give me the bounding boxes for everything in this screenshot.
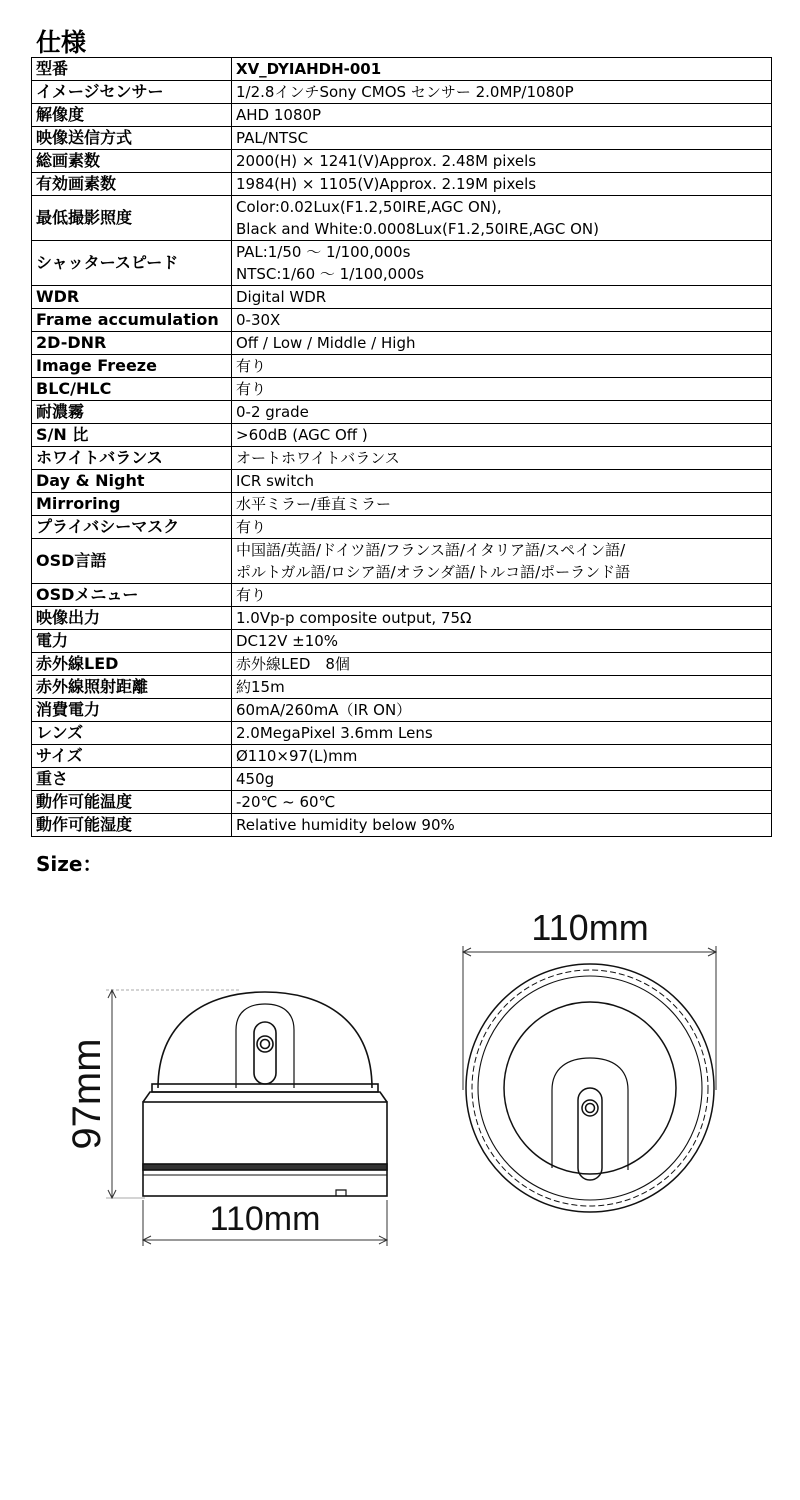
spec-label: 総画素数: [32, 150, 232, 173]
spec-value: [232, 653, 772, 676]
spec-label: OSD言語: [32, 539, 232, 584]
spec-label: 電力: [32, 630, 232, 653]
spec-value: [232, 699, 772, 722]
spec-row: [32, 653, 772, 676]
spec-value-line: ポルトガル語/ロシア語/オランダ語/トルコ語/ポーランド語: [236, 563, 631, 581]
spec-label: 解像度: [32, 104, 232, 127]
spec-label: 型番: [32, 58, 232, 81]
spec-value-line: NTSC:1/60 〜 1/100,000s: [236, 265, 425, 283]
spec-value: [232, 630, 772, 653]
spec-row: [32, 745, 772, 768]
spec-value-line: 60mA/260mA（IR ON）: [236, 701, 412, 719]
spec-value-line: 2.0MegaPixel 3.6mm Lens: [236, 724, 433, 742]
spec-row: [32, 676, 772, 699]
spec-row: [32, 150, 772, 173]
spec-row: [32, 447, 772, 470]
spec-value: [232, 81, 772, 104]
spec-value-line: PAL/NTSC: [236, 129, 309, 147]
spec-row: [32, 424, 772, 447]
spec-value-line: DC12V ±10%: [236, 632, 339, 650]
side-width-label: 110mm: [209, 1200, 321, 1238]
spec-value: [232, 378, 772, 401]
spec-row: [32, 355, 772, 378]
spec-label: サイズ: [32, 745, 232, 768]
spec-label: 赤外線LED: [32, 653, 232, 676]
spec-row: [32, 470, 772, 493]
spec-value: [232, 196, 772, 241]
spec-value-line: 0-2 grade: [236, 403, 309, 421]
spec-label: 有効画素数: [32, 173, 232, 196]
spec-label: WDR: [32, 286, 232, 309]
top-width-label: 110mm: [531, 907, 649, 948]
spec-row: [32, 516, 772, 539]
spec-label: Frame accumulation: [32, 309, 232, 332]
spec-value: [232, 241, 772, 286]
spec-value-line: 0-30X: [236, 311, 281, 329]
spec-label: 動作可能湿度: [32, 814, 232, 837]
spec-label: Mirroring: [32, 493, 232, 516]
spec-value: [232, 745, 772, 768]
spec-value: [232, 355, 772, 378]
spec-row: [32, 607, 772, 630]
side-height-label: 97mm: [65, 1038, 109, 1150]
spec-value-line: 赤外線LED 8個: [236, 655, 350, 673]
spec-value: [232, 401, 772, 424]
spec-row: [32, 378, 772, 401]
spec-value: [232, 516, 772, 539]
spec-value: [232, 309, 772, 332]
spec-value: [232, 722, 772, 745]
spec-value-line: Black and White:0.0008Lux(F1.2,50IRE,AGC ON): [236, 220, 599, 238]
spec-value: [232, 127, 772, 150]
side-view-camera: [143, 992, 387, 1196]
spec-row: [32, 332, 772, 355]
size-heading: Size：: [36, 852, 103, 876]
spec-value: [232, 332, 772, 355]
spec-value: [232, 791, 772, 814]
spec-value: [232, 676, 772, 699]
spec-value-line: 有り: [236, 380, 267, 398]
spec-value-line: Digital WDR: [236, 288, 327, 306]
spec-label: レンズ: [32, 722, 232, 745]
spec-label: シャッタースピード: [32, 241, 232, 286]
spec-value: [232, 286, 772, 309]
spec-value-line: Relative humidity below 90%: [236, 816, 455, 834]
spec-label: S/N 比: [32, 424, 232, 447]
spec-row: [32, 196, 772, 241]
spec-label: 映像送信方式: [32, 127, 232, 150]
spec-label: Image Freeze: [32, 355, 232, 378]
spec-value-line: >60dB (AGC Off ): [236, 426, 368, 444]
spec-label: OSDメニュー: [32, 584, 232, 607]
spec-table-body: [32, 58, 772, 837]
spec-value-line: 1984(H) × 1105(V)Approx. 2.19M pixels: [236, 175, 537, 193]
spec-row: [32, 58, 772, 81]
spec-label: Day & Night: [32, 470, 232, 493]
spec-label: 動作可能温度: [32, 791, 232, 814]
spec-row: [32, 539, 772, 584]
spec-row: [32, 791, 772, 814]
spec-label: BLC/HLC: [32, 378, 232, 401]
spec-row: [32, 814, 772, 837]
spec-row: [32, 493, 772, 516]
spec-row: [32, 286, 772, 309]
spec-value: [232, 104, 772, 127]
spec-value-line: Ø110×97(L)mm: [236, 747, 358, 765]
spec-label: 最低撮影照度: [32, 196, 232, 241]
spec-value-line: 有り: [236, 357, 267, 375]
spec-value: [232, 470, 772, 493]
spec-label: 2D-DNR: [32, 332, 232, 355]
spec-label: 消費電力: [32, 699, 232, 722]
spec-value: [232, 607, 772, 630]
spec-value: [232, 424, 772, 447]
spec-value: [232, 493, 772, 516]
dimension-drawing: [0, 880, 800, 1280]
spec-label: ホワイトバランス: [32, 447, 232, 470]
spec-value: [232, 814, 772, 837]
spec-value-line: 450g: [236, 770, 275, 788]
spec-value-line: 2000(H) × 1241(V)Approx. 2.48M pixels: [236, 152, 537, 170]
spec-row: [32, 584, 772, 607]
spec-value-line: 水平ミラー/垂直ミラー: [236, 495, 392, 513]
spec-row: [32, 699, 772, 722]
spec-value: [232, 539, 772, 584]
spec-value: [232, 584, 772, 607]
spec-value: [232, 150, 772, 173]
spec-value: [232, 447, 772, 470]
spec-value-line: AHD 1080P: [236, 106, 322, 124]
spec-label: プライバシーマスク: [32, 516, 232, 539]
spec-heading: 仕様: [36, 28, 87, 57]
spec-value-line: 有り: [236, 518, 267, 536]
spec-label: イメージセンサー: [32, 81, 232, 104]
spec-value-line: Off / Low / Middle / High: [236, 334, 416, 352]
spec-value-line: オートホワイトバランス: [236, 449, 400, 467]
spec-value-line: 1/2.8インチSony CMOS センサー 2.0MP/1080P: [236, 83, 574, 101]
spec-label: 映像出力: [32, 607, 232, 630]
spec-row: [32, 401, 772, 424]
spec-value-line: 1.0Vp-p composite output, 75Ω: [236, 609, 472, 627]
top-view-camera: [466, 964, 714, 1212]
spec-label: 重さ: [32, 768, 232, 791]
spec-label: 赤外線照射距離: [32, 676, 232, 699]
spec-value-line: 約15m: [236, 678, 285, 696]
spec-value-line: 有り: [236, 586, 267, 604]
spec-value-line: -20℃ ~ 60℃: [236, 793, 336, 811]
spec-value-line: 中国語/英語/ドイツ語/フランス語/イタリア語/スペイン語/: [236, 541, 626, 559]
spec-value-line: XV_DYIAHDH-001: [236, 60, 382, 78]
spec-table: [31, 57, 772, 837]
spec-row: [32, 173, 772, 196]
spec-row: [32, 630, 772, 653]
spec-row: [32, 722, 772, 745]
spec-row: [32, 81, 772, 104]
spec-value: [232, 768, 772, 791]
spec-row: [32, 241, 772, 286]
spec-label: 耐濃霧: [32, 401, 232, 424]
spec-row: [32, 127, 772, 150]
spec-value: [232, 58, 772, 81]
spec-value-line: PAL:1/50 〜 1/100,000s: [236, 243, 411, 261]
spec-row: [32, 768, 772, 791]
spec-value: [232, 173, 772, 196]
spec-row: [32, 309, 772, 332]
spec-value-line: Color:0.02Lux(F1.2,50IRE,AGC ON),: [236, 198, 502, 216]
spec-value-line: ICR switch: [236, 472, 314, 490]
spec-row: [32, 104, 772, 127]
